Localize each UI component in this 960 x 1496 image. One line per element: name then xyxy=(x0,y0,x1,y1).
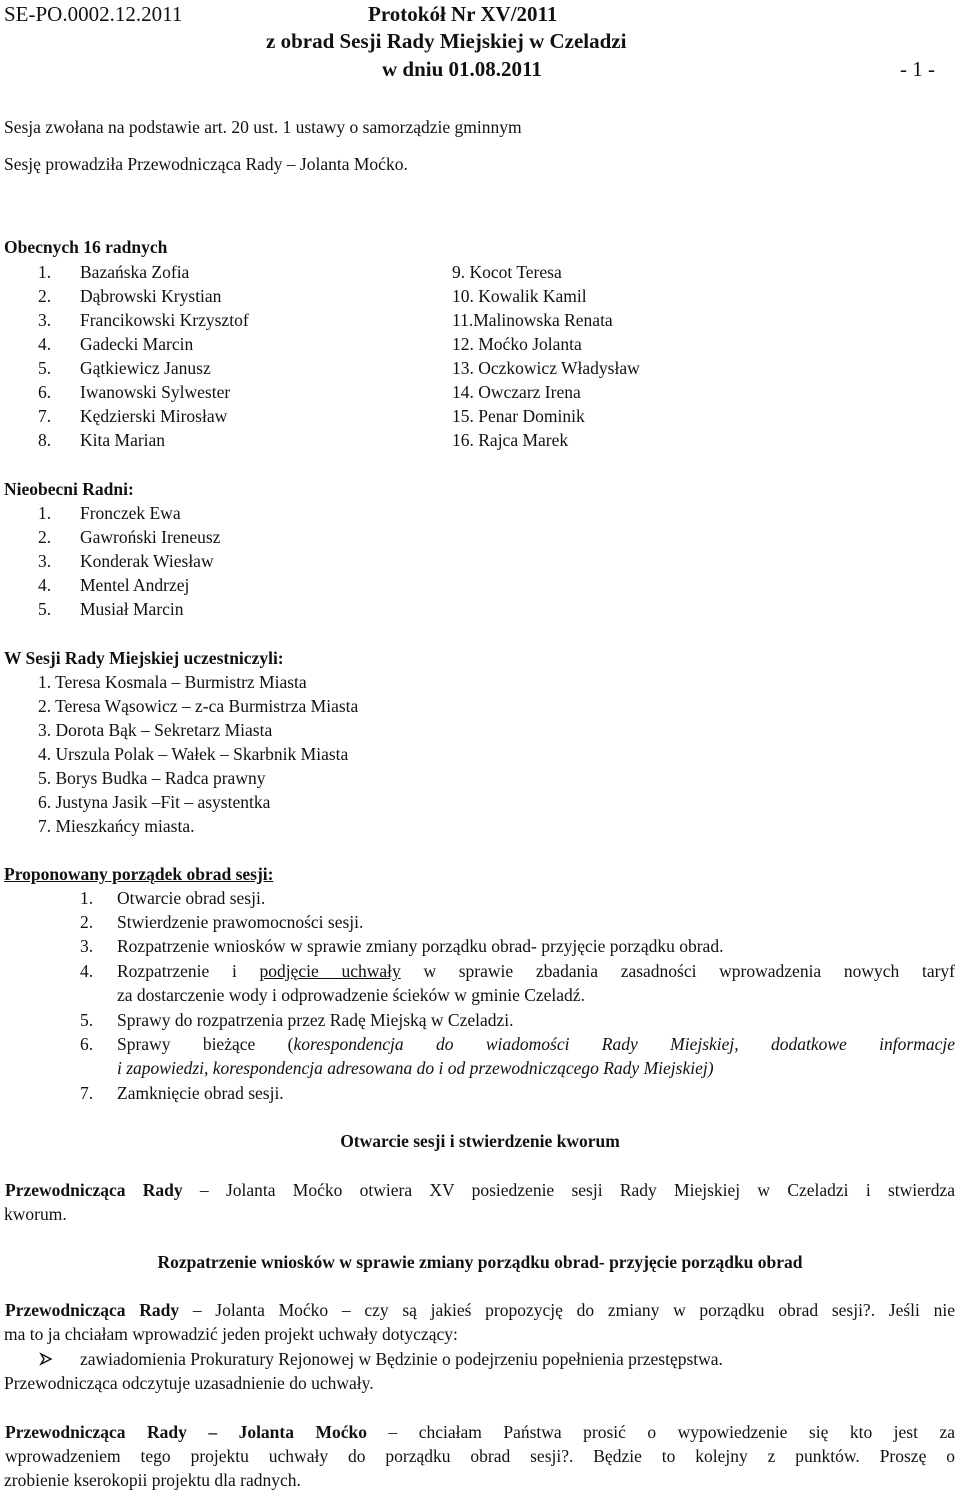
agenda-item-text: Stwierdzenie prawomocności sesji. xyxy=(117,912,364,932)
paragraph-text-continued: kworum. xyxy=(4,1204,67,1224)
agenda-item-text: Rozpatrzenie wniosków w sprawie zmiany porządku obrad- przyjęcie porządku obrad. xyxy=(117,936,724,956)
present-item-name: Iwanowski Sylwester xyxy=(80,382,231,402)
present-item-name: Gątkiewicz Janusz xyxy=(80,358,211,378)
session-basis: Sesja zwołana na podstawie art. 20 ust. 1 ustawy o samorządzie gminnym xyxy=(4,117,522,137)
agenda-item-num: 2. xyxy=(80,912,94,932)
present-item-name: Dąbrowski Krystian xyxy=(80,286,222,306)
present-item-num: 3. xyxy=(38,310,52,330)
agenda-item-num: 7. xyxy=(80,1083,94,1103)
paragraph-text: – Jolanta Moćko otwiera XV posiedzenie sesji Rady Miejskiej w Czeladzi i stwierdza xyxy=(182,1180,955,1200)
section-heading-agenda-change: Rozpatrzenie wniosków w sprawie zmiany porządku obrad- przyjęcie porządku obrad xyxy=(157,1252,803,1272)
agenda-item-text-part: Rozpatrzenie i xyxy=(117,961,260,981)
present-item-num: 2. xyxy=(38,286,52,306)
absent-item-num: 3. xyxy=(38,551,52,571)
agenda-heading: Proponowany porządek obrad sesji: xyxy=(4,864,274,884)
absent-item-name: Mentel Andrzej xyxy=(80,575,190,595)
agenda-item-text-continued: i zapowiedzi, korespondencja adresowana do i od przewodniczącego Rady Miejskiej) xyxy=(117,1058,714,1078)
paragraph-text-continued: ma to ja chciałam wprowadzić jeden projekt uchwały dotyczący: xyxy=(4,1324,458,1344)
absent-item-name: Musiał Marcin xyxy=(80,599,184,619)
participant-item: 3. Dorota Bąk – Sekretarz Miasta xyxy=(38,720,273,740)
agenda-item-italic: korespondencja do wiadomości Rady Miejskiej, dodatkowe informacje xyxy=(293,1034,955,1054)
absent-item-num: 1. xyxy=(38,503,52,523)
present-item-num: 8. xyxy=(38,430,52,450)
protocol-title: Protokół Nr XV/2011 xyxy=(368,2,558,26)
absent-item-num: 4. xyxy=(38,575,52,595)
agenda-item-text xyxy=(117,1032,955,1056)
present-item-num: 1. xyxy=(38,262,52,282)
agenda-item-text-part: w sprawie zbadania zasadności wprowadzenia nowych taryf xyxy=(400,961,955,981)
protocol-date: w dniu 01.08.2011 xyxy=(382,57,542,81)
agenda-item-text-continued: za dostarczenie wody i odprowadzenie ścieków w gminie Czeladź. xyxy=(117,985,585,1005)
paragraph-text: – chciałam Państwa prosić o wypowiedzenie się kto jest za xyxy=(367,1422,955,1442)
speaker-name: Przewodnicząca Rady xyxy=(5,1300,180,1320)
present-item: 12. Moćko Jolanta xyxy=(452,334,582,354)
present-item-name: Kędzierski Mirosław xyxy=(80,406,228,426)
participant-item: 1. Teresa Kosmala – Burmistrz Miasta xyxy=(38,672,307,692)
participant-item: 4. Urszula Polak – Wałek – Skarbnik Miasta xyxy=(38,744,349,764)
paragraph-text-continued: wprowadzeniem tego projektu uchwały do porządku obrad sesji?. Będzie to kolejny z punktów. Proszę o xyxy=(5,1446,955,1466)
participant-item: 2. Teresa Wąsowicz – z-ca Burmistrza Miasta xyxy=(38,696,359,716)
paragraph-text-continued: zrobienie kserokopii projektu dla radnych. xyxy=(4,1470,301,1490)
speaker-name: Przewodnicząca Rady – Jolanta Moćko xyxy=(5,1422,367,1442)
present-item-num: 7. xyxy=(38,406,52,426)
present-item-name: Gadecki Marcin xyxy=(80,334,194,354)
present-item-name: Francikowski Krzysztof xyxy=(80,310,249,330)
page-number: - 1 - xyxy=(900,57,935,81)
agenda-item-text: Otwarcie obrad sesji. xyxy=(117,888,266,908)
agenda-item-num: 4. xyxy=(80,961,94,981)
present-item: 11.Malinowska Renata xyxy=(452,310,613,330)
present-item-name: Bazańska Zofia xyxy=(80,262,190,282)
agenda-item-text: Zamknięcie obrad sesji. xyxy=(117,1083,284,1103)
session-chair: Sesję prowadziła Przewodnicząca Rady – Jolanta Moćko. xyxy=(4,154,408,174)
paragraph-text: – Jolanta Moćko – czy są jakieś propozycję do zmiany w porządku obrad sesji?. Jeśli nie xyxy=(179,1300,955,1320)
agenda-item-text-part: Sprawy bieżące ( xyxy=(117,1034,294,1054)
paragraph-text: Przewodnicząca odczytuje uzasadnienie do uchwały. xyxy=(4,1373,374,1393)
present-item: 15. Penar Dominik xyxy=(452,406,585,426)
participant-item: 6. Justyna Jasik –Fit – asystentka xyxy=(38,792,271,812)
present-item-num: 5. xyxy=(38,358,52,378)
participant-item: 7. Mieszkańcy miasta. xyxy=(38,816,195,836)
agenda-item-num: 6. xyxy=(80,1034,94,1054)
agenda-item-underlined: podjęcie uchwały xyxy=(259,961,401,981)
absent-heading: Nieobecni Radni: xyxy=(4,479,134,499)
present-item: 10. Kowalik Kamil xyxy=(452,286,587,306)
present-item-num: 4. xyxy=(38,334,52,354)
agenda-item-text: Sprawy do rozpatrzenia przez Radę Miejską w Czeladzi. xyxy=(117,1010,514,1030)
present-item: 16. Rajca Marek xyxy=(452,430,569,450)
absent-item-num: 5. xyxy=(38,599,52,619)
present-item: 13. Oczkowicz Władysław xyxy=(452,358,640,378)
present-item-name: Kita Marian xyxy=(80,430,166,450)
section-agenda-paragraph xyxy=(5,1298,955,1322)
bullet-item: zawiadomienia Prokuratury Rejonowej w Będzinie o podejrzeniu popełnienia przestępstwa. xyxy=(80,1349,723,1369)
present-item-num: 6. xyxy=(38,382,52,402)
section-heading-opening: Otwarcie sesji i stwierdzenie kworum xyxy=(340,1131,620,1151)
protocol-subtitle: z obrad Sesji Rady Miejskiej w Czeladzi xyxy=(266,29,627,53)
present-item: 14. Owczarz Irena xyxy=(452,382,581,402)
present-heading: Obecnych 16 radnych xyxy=(4,237,168,257)
agenda-item-num: 5. xyxy=(80,1010,94,1030)
agenda-item-num: 3. xyxy=(80,936,94,956)
absent-item-name: Gawroński Ireneusz xyxy=(80,527,221,547)
agenda-item-num: 1. xyxy=(80,888,94,908)
agenda-item-text xyxy=(117,959,955,983)
absent-item-name: Fronczek Ewa xyxy=(80,503,181,523)
arrow-bullet-icon xyxy=(38,1347,54,1371)
section-vote-paragraph xyxy=(5,1420,955,1444)
participants-heading: W Sesji Rady Miejskiej uczestniczyli: xyxy=(4,648,284,668)
speaker-name: Przewodnicząca Rady xyxy=(5,1180,183,1200)
document-code: SE-PO.0002.12.2011 xyxy=(4,2,183,26)
present-item: 9. Kocot Teresa xyxy=(452,262,562,282)
section-opening-paragraph xyxy=(5,1178,955,1202)
absent-item-name: Konderak Wiesław xyxy=(80,551,214,571)
participant-item: 5. Borys Budka – Radca prawny xyxy=(38,768,266,788)
absent-item-num: 2. xyxy=(38,527,52,547)
